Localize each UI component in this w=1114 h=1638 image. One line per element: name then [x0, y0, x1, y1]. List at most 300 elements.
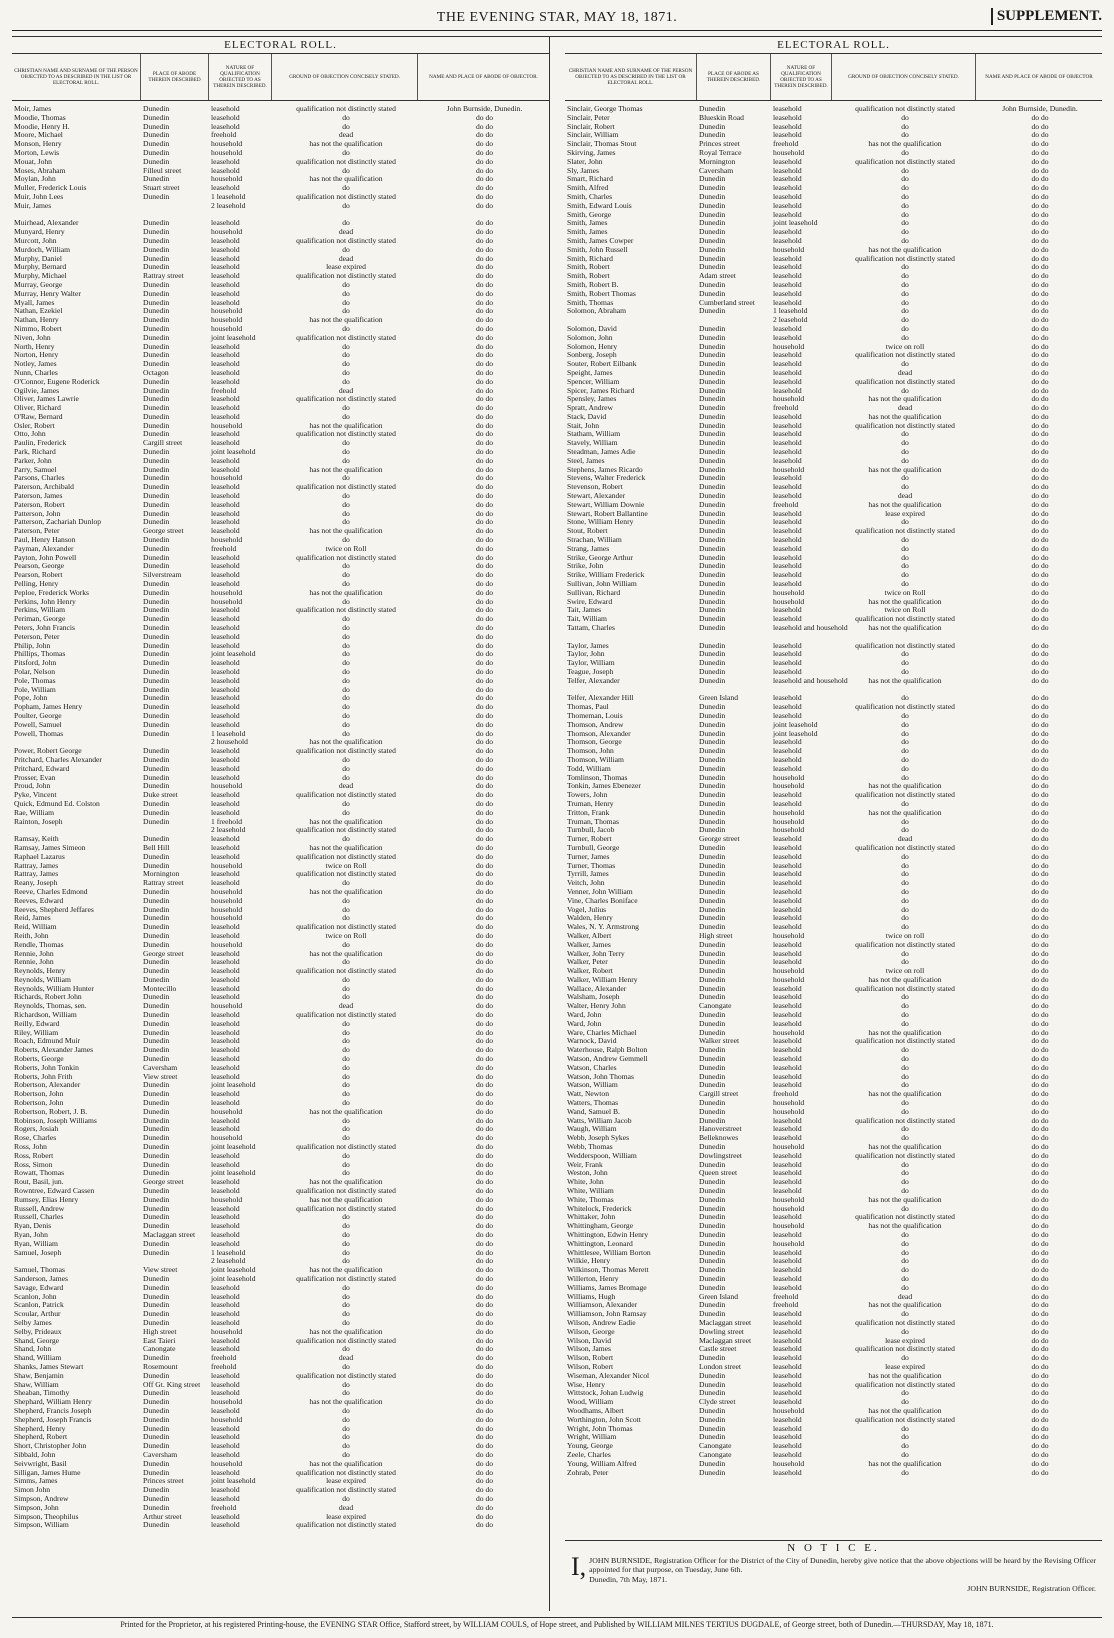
- cell-objector: do do: [1031, 737, 1049, 747]
- cell-name: Walker, James: [567, 939, 611, 949]
- cell-ground: qualification not distinctly stated: [296, 1335, 396, 1345]
- cell-qualification: leasehold: [773, 561, 802, 571]
- cell-name: Reynolds, William: [14, 974, 71, 984]
- cell-objector: do do: [475, 1432, 494, 1442]
- cell-qualification: leasehold: [773, 112, 802, 122]
- cell-name: Nunn, Charles: [14, 367, 58, 377]
- cell-objector: do do: [475, 130, 494, 140]
- table-row: [565, 818, 1102, 827]
- cell-ground: do: [901, 165, 909, 175]
- cell-qualification: leasehold: [211, 1335, 240, 1345]
- cell-qualification: leasehold: [773, 922, 802, 932]
- cell-abode: Dunedin: [143, 684, 170, 694]
- cell-qualification: household: [773, 1142, 805, 1152]
- cell-objector: do do: [475, 227, 494, 237]
- cell-name: Reany, Joseph: [14, 878, 58, 888]
- cell-ground: do: [901, 1273, 909, 1283]
- cell-name: Russell, Charles: [14, 1212, 64, 1222]
- cell-ground: dead: [338, 385, 354, 395]
- table-row: [565, 659, 1102, 668]
- cell-abode: Dunedin: [699, 394, 726, 404]
- table-row: [565, 756, 1102, 765]
- cell-qualification: leasehold: [211, 1186, 240, 1196]
- cell-name: Seivwright, Basil: [14, 1458, 67, 1468]
- table-row: [12, 1143, 549, 1152]
- cell-name: Whittington, Edwin Henry: [567, 1230, 649, 1239]
- cell-name: Robertson, Robert, J. B.: [14, 1106, 88, 1116]
- cell-qualification: household: [211, 860, 243, 870]
- cell-name: Powell, Samuel: [14, 719, 62, 729]
- cell-qualification: leasehold: [773, 526, 802, 536]
- cell-objector: John Burnside, Dunedin.: [1002, 104, 1078, 113]
- table-row: [565, 290, 1102, 299]
- cell-ground: do: [901, 262, 909, 272]
- cell-name: Otto, John: [14, 429, 46, 439]
- cell-name: Stevens, Walter Frederick: [567, 473, 646, 483]
- cell-qualification: freehold: [211, 385, 237, 395]
- cell-name: Paterson, Archibald: [14, 482, 74, 492]
- cell-qualification: leasehold: [773, 667, 802, 676]
- cell-name: Murray, George: [14, 279, 63, 289]
- cell-qualification: joint leasehold: [211, 1476, 256, 1486]
- cell-objector: do do: [475, 1010, 494, 1020]
- cell-qualification: leasehold: [211, 394, 240, 404]
- table-row: [12, 677, 549, 686]
- table-row: [565, 1108, 1102, 1117]
- cell-ground: qualification not distinctly stated: [855, 983, 955, 993]
- cell-abode: Dunedin: [143, 974, 170, 984]
- cell-name: Rose, Charles: [14, 1133, 57, 1143]
- cell-objector: do do: [1031, 772, 1049, 782]
- cell-abode: Dunedin: [699, 447, 726, 457]
- right-column: [565, 37, 1102, 1611]
- cell-abode: Dunedin: [699, 1062, 726, 1072]
- cell-ground: has not the qualification: [309, 1194, 383, 1204]
- cell-name: Reynolds, William Hunter: [14, 983, 94, 993]
- table-row: [565, 721, 1102, 730]
- cell-objector: do do: [475, 306, 494, 316]
- cell-objector: do do: [1031, 579, 1049, 589]
- cell-qualification: leasehold: [773, 191, 802, 201]
- cell-name: Strike, William Frederick: [567, 570, 645, 580]
- cell-name: Sibbald, John: [14, 1449, 56, 1459]
- cell-qualification: leasehold: [211, 1291, 240, 1301]
- table-row: [565, 149, 1102, 158]
- table-row: [12, 1046, 549, 1055]
- cell-ground: do: [342, 631, 350, 641]
- cell-qualification: leasehold: [211, 1177, 240, 1187]
- cell-name: Oliver, James Lawrie: [14, 394, 79, 404]
- cell-abode: Dunedin: [699, 913, 726, 923]
- cell-name: Strang, James: [567, 543, 610, 553]
- table-row: [12, 158, 549, 167]
- cell-objector: do do: [1031, 1309, 1049, 1319]
- cell-name: Reeves, Edward: [14, 895, 64, 905]
- cell-ground: do: [901, 1256, 909, 1266]
- cell-name: Power, Robert George: [14, 746, 82, 756]
- cell-name: Vine, Charles Boniface: [567, 895, 638, 905]
- cell-objector: do do: [475, 1036, 494, 1046]
- cell-abode: Dunedin: [143, 1423, 170, 1433]
- cell-ground: do: [901, 1423, 909, 1433]
- cell-abode: Dunedin: [143, 658, 170, 668]
- cell-name: Sly, James: [567, 165, 599, 175]
- cell-abode: Dunedin: [143, 332, 170, 342]
- cell-objector: do do: [475, 1300, 494, 1310]
- cell-abode: Dunedin: [699, 860, 726, 870]
- cell-qualification: leasehold: [211, 1317, 240, 1327]
- cell-qualification: leasehold: [773, 1344, 802, 1354]
- cell-abode: Dunedin: [143, 719, 170, 729]
- cell-objector: do do: [1031, 517, 1049, 527]
- table-row: [12, 580, 549, 589]
- cell-qualification: leasehold: [211, 684, 240, 694]
- cell-objector: do do: [1031, 139, 1049, 149]
- cell-ground: do: [342, 1344, 350, 1354]
- cell-ground: do: [342, 350, 350, 360]
- table-row: [12, 1284, 549, 1293]
- cell-objector: do do: [475, 693, 494, 703]
- cell-ground: do: [901, 218, 909, 228]
- cell-name: Worthington, John Scott: [567, 1414, 641, 1424]
- cell-qualification: leasehold: [211, 1388, 240, 1398]
- cell-name: Moylan, John: [14, 174, 56, 184]
- table-row: [565, 1055, 1102, 1064]
- cell-abode: Dunedin: [699, 1423, 726, 1433]
- table-row: [12, 545, 549, 554]
- cell-ground: do: [901, 1326, 909, 1336]
- cell-objector: do do: [1031, 1256, 1049, 1266]
- cell-qualification: household: [211, 306, 243, 316]
- table-row: [12, 1231, 549, 1240]
- cell-name: Nathan, Ezekiel: [14, 306, 63, 316]
- cell-ground: qualification not distinctly stated: [296, 429, 396, 439]
- cell-qualification: leasehold: [773, 104, 802, 113]
- cell-name: Watson, William: [567, 1080, 618, 1090]
- cell-ground: has not the qualification: [868, 1300, 942, 1310]
- cell-ground: do: [901, 517, 909, 527]
- cell-abode: Octagon: [143, 367, 169, 377]
- cell-abode: Dunedin: [143, 1247, 170, 1257]
- cell-objector: do do: [1031, 1186, 1049, 1196]
- cell-objector: do do: [1031, 1159, 1049, 1169]
- cell-name: Muir, John Lees: [14, 191, 64, 201]
- cell-abode: Dunedin: [699, 939, 726, 949]
- cell-name: Pole, William: [14, 684, 56, 694]
- cell-name: Sinclair, George Thomas: [567, 104, 643, 113]
- cell-ground: do: [342, 1247, 350, 1257]
- cell-objector: do do: [475, 1423, 494, 1433]
- cell-abode: Dunedin: [699, 1432, 726, 1442]
- cell-ground: qualification not distinctly stated: [855, 1344, 955, 1354]
- table-row: [12, 1442, 549, 1451]
- cell-qualification: joint leasehold: [211, 1080, 256, 1090]
- cell-objector: do do: [475, 974, 494, 984]
- table-row: [12, 1161, 549, 1170]
- cell-name: Rainton, Joseph: [14, 816, 63, 826]
- table-row: [12, 272, 549, 281]
- cell-abode: Dunedin: [699, 543, 726, 553]
- cell-abode: Dunedin: [699, 675, 726, 685]
- cell-name: Moses, Abraham: [14, 165, 66, 175]
- table-row: [565, 1117, 1102, 1126]
- cell-qualification: household: [773, 1098, 805, 1108]
- cell-name: Murdoch, William: [14, 244, 71, 254]
- cell-qualification: household: [211, 1133, 243, 1143]
- cell-objector: do do: [1031, 746, 1049, 756]
- cell-objector: do do: [475, 1159, 494, 1169]
- cell-qualification: leasehold: [211, 851, 240, 861]
- cell-ground: do: [342, 1221, 350, 1231]
- cell-abode: Dunedin: [143, 1432, 170, 1442]
- cell-objector: do do: [1031, 728, 1049, 738]
- cell-objector: do do: [475, 658, 494, 668]
- cell-abode: Dunedin: [143, 517, 170, 527]
- cell-objector: do do: [1031, 649, 1049, 659]
- cell-qualification: leasehold: [211, 1159, 240, 1169]
- cell-objector: do do: [475, 183, 494, 193]
- cell-name: Watson, John Thomas: [567, 1071, 634, 1081]
- cell-objector: do do: [475, 244, 494, 254]
- cell-ground: do: [901, 816, 909, 826]
- cell-qualification: household: [773, 781, 805, 791]
- cell-qualification: 1 leasehold: [211, 1247, 246, 1257]
- cell-objector: do do: [475, 420, 494, 430]
- cell-objector: do do: [475, 790, 494, 800]
- cell-name: Polar, Nelson: [14, 667, 56, 676]
- cell-name: Pole, Thomas: [14, 675, 56, 685]
- cell-objector: do do: [475, 1124, 494, 1134]
- cell-abode: Dunedin: [699, 1238, 726, 1248]
- cell-name: Ramsay, Keith: [14, 834, 59, 844]
- cell-abode: Dunedin: [699, 191, 726, 201]
- cell-abode: Dunedin: [699, 1230, 726, 1239]
- cell-ground: twice on Roll: [325, 543, 367, 553]
- cell-qualification: leasehold: [773, 1282, 802, 1292]
- cell-ground: do: [901, 112, 909, 122]
- table-row: [565, 1249, 1102, 1258]
- cell-ground: has not the qualification: [868, 1405, 942, 1415]
- cell-ground: has not the qualification: [309, 420, 383, 430]
- table-row: [12, 650, 549, 659]
- table-row: [565, 774, 1102, 783]
- cell-ground: do: [342, 807, 350, 817]
- table-row: [12, 395, 549, 404]
- cell-ground: do: [901, 1098, 909, 1108]
- cell-abode: Dunedin: [143, 605, 170, 615]
- cell-objector: do do: [475, 1089, 494, 1099]
- cell-objector: do do: [475, 878, 494, 888]
- cell-qualification: leasehold: [211, 570, 240, 580]
- cell-ground: qualification not distinctly stated: [855, 640, 955, 650]
- cell-name: Murray, Henry Walter: [14, 288, 81, 298]
- cell-objector: do do: [475, 596, 494, 606]
- cell-objector: do do: [1031, 1388, 1049, 1398]
- cell-abode: Dunedin: [699, 587, 726, 597]
- table-body-right: [565, 101, 1102, 1477]
- cell-abode: Dunedin: [143, 482, 170, 492]
- cell-ground: dead: [338, 1001, 354, 1011]
- table-row: [12, 756, 549, 765]
- cell-name: Smart, Richard: [567, 174, 613, 184]
- cell-qualification: household: [211, 587, 243, 597]
- table-row: [12, 633, 549, 642]
- table-row: [565, 395, 1102, 404]
- cell-qualification: household: [773, 341, 805, 351]
- cell-name: Williams, Hugh: [567, 1291, 616, 1301]
- cell-qualification: household: [773, 147, 805, 157]
- cell-objector: do do: [1031, 367, 1049, 377]
- cell-objector: do do: [1031, 930, 1049, 940]
- cell-name: Todd, William: [567, 763, 611, 773]
- cell-abode: Dunedin: [143, 667, 170, 676]
- cell-qualification: freehold: [211, 543, 237, 553]
- header-name: CHRISTIAN NAME AND SURNAME OF THE PERSON OBJECTED TO AS DESCRIBED IN THE LIST OR ELECTORAL ROLL.: [12, 54, 141, 100]
- cell-objector: do do: [475, 1221, 494, 1231]
- cell-qualification: leasehold: [773, 1326, 802, 1336]
- cell-name: Myall, James: [14, 297, 55, 307]
- table-row: [12, 413, 549, 422]
- cell-abode: Dunedin: [143, 1370, 170, 1380]
- masthead: [12, 8, 1102, 31]
- cell-objector: do do: [475, 147, 494, 157]
- cell-name: Payton, John Powell: [14, 552, 77, 562]
- cell-ground: qualification not distinctly stated: [296, 1186, 396, 1196]
- table-row: [12, 422, 549, 431]
- cell-ground: do: [342, 1379, 350, 1389]
- cell-qualification: leasehold: [211, 1300, 240, 1310]
- table-row: [12, 1345, 549, 1354]
- cell-qualification: joint leasehold: [211, 332, 256, 342]
- cell-objector: do do: [1031, 851, 1049, 861]
- table-row: [565, 1213, 1102, 1222]
- table-row: [565, 598, 1102, 607]
- cell-abode: Dunedin: [143, 860, 170, 870]
- cell-qualification: household: [211, 886, 243, 896]
- table-row: [12, 316, 549, 325]
- cell-abode: Dunedin: [699, 1353, 726, 1363]
- cell-objector: do do: [475, 438, 494, 448]
- cell-qualification: leasehold: [211, 1124, 240, 1134]
- table-row: [565, 430, 1102, 439]
- cell-abode: Royal Terrace: [699, 147, 742, 157]
- cell-abode: Dunedin: [699, 1054, 726, 1064]
- cell-qualification: leasehold: [773, 455, 802, 465]
- cell-abode: Dunedin: [699, 1370, 726, 1380]
- cell-ground: do: [901, 1071, 909, 1081]
- cell-name: Rowntree, Edward Cassen: [14, 1186, 95, 1196]
- cell-qualification: leasehold: [211, 1370, 240, 1380]
- cell-ground: qualification not distinctly stated: [296, 1010, 396, 1020]
- table-row: [12, 1513, 549, 1522]
- cell-ground: do: [901, 710, 909, 720]
- table-row: [12, 1152, 549, 1161]
- cell-name: Stait, John: [567, 420, 600, 430]
- cell-ground: do: [901, 191, 909, 201]
- cell-ground: do: [342, 684, 350, 694]
- cell-objector: do do: [1031, 411, 1049, 421]
- table-row: [565, 1152, 1102, 1161]
- cell-ground: do: [342, 728, 350, 738]
- cell-name: Reynolds, Thomas, sen.: [14, 1001, 87, 1011]
- cell-qualification: household: [773, 587, 805, 597]
- cell-name: Warnock, David: [567, 1036, 617, 1046]
- cell-objector: do do: [475, 1405, 494, 1415]
- cell-abode: Dunedin: [699, 1027, 726, 1037]
- cell-ground: qualification not distinctly stated: [296, 1467, 396, 1477]
- cell-ground: do: [342, 570, 350, 580]
- table-row: [565, 193, 1102, 202]
- cell-name: Park, Richard: [14, 447, 56, 457]
- cell-abode: Stuart street: [143, 183, 180, 193]
- cell-name: Simms, James: [14, 1476, 58, 1486]
- cell-abode: Caversham: [143, 1449, 178, 1459]
- cell-objector: do do: [1031, 667, 1049, 676]
- cell-name: Turner, Thomas: [567, 860, 616, 870]
- table-row: [12, 870, 549, 879]
- table-row: [565, 334, 1102, 343]
- cell-abode: Dunedin: [699, 957, 726, 967]
- cell-name: Ryan, William: [14, 1238, 58, 1248]
- cell-qualification: leasehold: [773, 895, 802, 905]
- table-row: [565, 123, 1102, 132]
- cell-ground: dead: [897, 403, 913, 413]
- cell-objector: do do: [1031, 869, 1049, 879]
- cell-name: Roberts, John Frith: [14, 1071, 73, 1081]
- cell-name: Young, William Alfred: [567, 1458, 637, 1468]
- cell-objector: do do: [475, 1397, 494, 1407]
- table-row: [565, 941, 1102, 950]
- cell-name: Tomlinson, Thomas: [567, 772, 628, 782]
- cell-objector: do do: [475, 112, 494, 122]
- cell-abode: Cargill street: [699, 1089, 739, 1099]
- cell-name: Wood, William: [567, 1397, 614, 1407]
- cell-objector: do do: [1031, 605, 1049, 615]
- cell-ground: qualification not distinctly stated: [855, 376, 955, 386]
- cell-ground: do: [901, 1282, 909, 1292]
- cell-name: Waterhouse, Ralph Bolton: [567, 1045, 648, 1055]
- cell-objector: do do: [475, 165, 494, 175]
- cell-abode: Belleknowes: [699, 1133, 739, 1143]
- cell-name: Whittingham, George: [567, 1221, 634, 1231]
- cell-qualification: leasehold: [773, 842, 802, 852]
- table-row: [565, 1469, 1102, 1478]
- cell-objector: do do: [475, 1265, 494, 1275]
- cell-ground: qualification not distinctly stated: [855, 1379, 955, 1389]
- cell-objector: do do: [1031, 499, 1049, 509]
- cell-abode: Dunedin: [699, 790, 726, 800]
- table-row: [565, 923, 1102, 932]
- table-row: [565, 1020, 1102, 1029]
- table-row: [12, 615, 549, 624]
- cell-ground: qualification not distinctly stated: [296, 394, 396, 404]
- cell-qualification: leasehold: [211, 1062, 240, 1072]
- cell-name: Robertson, Alexander: [14, 1080, 81, 1090]
- table-row: [565, 1090, 1102, 1099]
- cell-qualification: leasehold: [773, 614, 802, 624]
- cell-name: Smith, Alfred: [567, 183, 609, 193]
- cell-name: Rendle, Thomas: [14, 939, 64, 949]
- cell-objector: do do: [1031, 719, 1049, 729]
- cell-abode: Dunedin: [699, 1115, 726, 1125]
- table-row: [565, 800, 1102, 809]
- cell-ground: has not the qualification: [309, 948, 383, 958]
- cell-qualification: leasehold: [773, 798, 802, 808]
- cell-objector: do do: [475, 1449, 494, 1459]
- cell-objector: do do: [475, 1230, 494, 1239]
- cell-objector: do do: [1031, 227, 1049, 237]
- cell-qualification: leasehold: [773, 878, 802, 888]
